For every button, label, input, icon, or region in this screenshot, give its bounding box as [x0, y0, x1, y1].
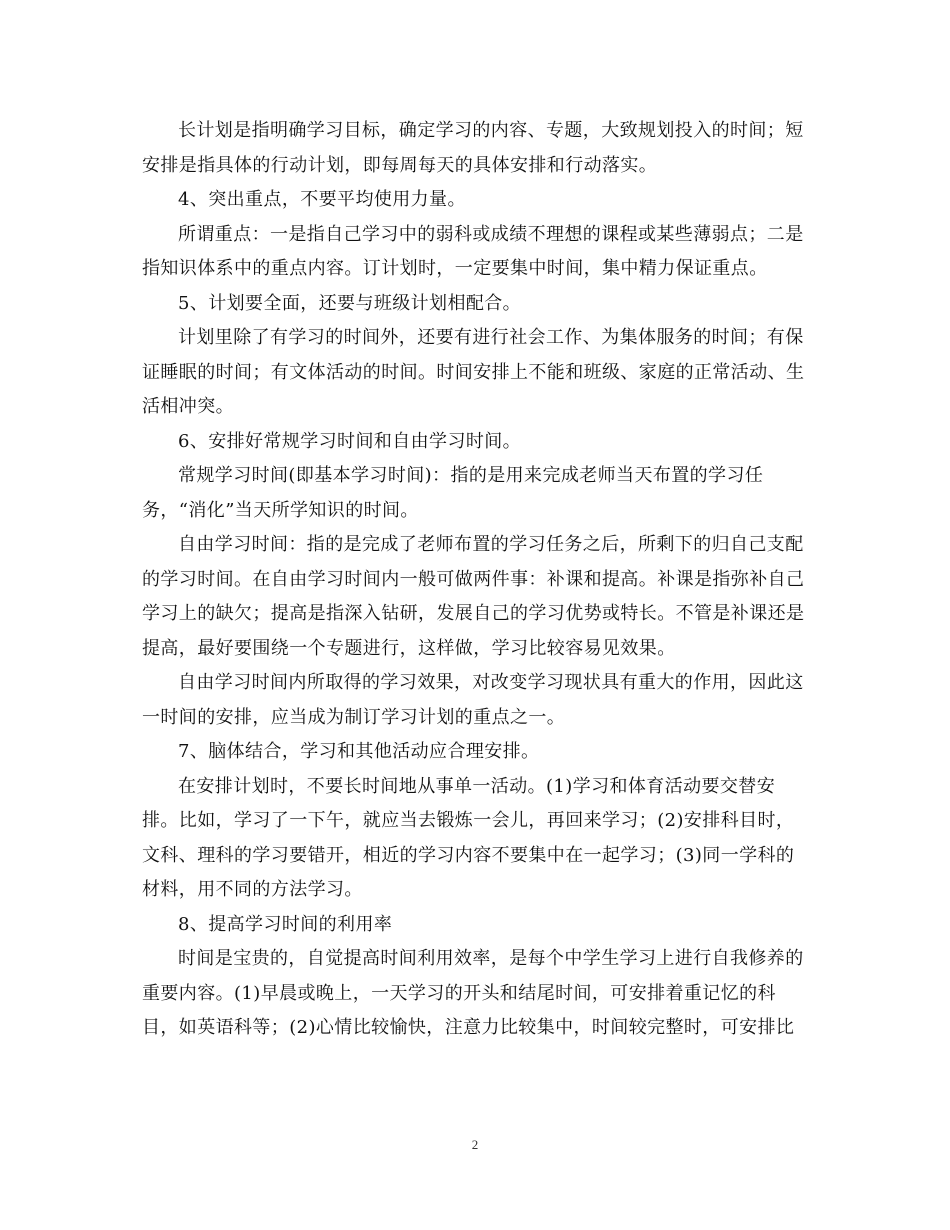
- text-line: 自由学习时间内所取得的学习效果，对改变学习现状具有重大的作用，因此这: [178, 672, 804, 693]
- text-line: 7、脑体结合，学习和其他活动应合理安排。: [178, 741, 540, 762]
- paragraph: [142, 321, 810, 425]
- text-line: 常规学习时间(即基本学习时间)：指的是用来完成老师当天布置的学习任: [178, 465, 764, 486]
- text-line: 所谓重点：一是指自己学习中的弱科或成绩不理想的课程或某些薄弱点；二是: [178, 223, 804, 245]
- text-line: 时间是宝贵的，自觉提高时间利用效率，是每个中学生学习上进行自我修养的: [178, 948, 804, 969]
- text-line: 目，如英语科等；(2)心情比较愉快，注意力比较集中，时间较完整时，可安排比: [142, 1017, 795, 1038]
- text-line: 的学习时间。在自由学习时间内一般可做两件事：补课和提高。补课是指弥补自己: [142, 568, 805, 590]
- text-line: 证睡眠的时间；有文体活动的时间。时间安排上不能和班级、家庭的正常活动、生: [142, 361, 805, 383]
- text-line: 文科、理科的学习要错开，相近的学习内容不要集中在一起学习；(3)同一学科的: [142, 844, 795, 866]
- text-line: 自由学习时间：指的是完成了老师布置的学习任务之后，所剩下的归自己支配: [178, 534, 804, 555]
- text-line: 材料，用不同的方法学习。: [142, 879, 363, 900]
- paragraph: [142, 942, 810, 1046]
- paragraph: [142, 425, 810, 460]
- paragraph: [142, 666, 810, 735]
- text-line: 一时间的安排，应当成为制订学习计划的重点之一。: [142, 706, 566, 728]
- paragraph: [142, 183, 810, 218]
- page-number: 2: [471, 1137, 479, 1152]
- text-line: 长计划是指明确学习目标，确定学习的内容、专题，大致规划投入的时间；短: [178, 120, 804, 141]
- paragraph: [142, 459, 810, 528]
- text-line: 活相冲突。: [142, 396, 234, 417]
- text-line: 6、安排好常规学习时间和自由学习时间。: [178, 430, 522, 452]
- text-line: 安排是指具体的行动计划，即每周每天的具体安排和行动落实。: [142, 154, 658, 176]
- text-line: 5、计划要全面，还要与班级计划相配合。: [178, 292, 522, 314]
- text-line: 8、提高学习时间的利用率: [178, 913, 393, 935]
- text-line: 计划里除了有学习的时间外，还要有进行社会工作、为集体服务的时间；有保: [178, 327, 804, 348]
- paragraph: [142, 114, 810, 183]
- document-body: [142, 114, 810, 1046]
- text-line: 重要内容。(1)早晨或晚上，一天学习的开头和结尾时间，可安排着重记忆的科: [142, 982, 776, 1004]
- paragraph: [142, 770, 810, 908]
- text-line: 在安排计划时，不要长时间地从事单一活动。(1)学习和体育活动要交替安: [178, 775, 776, 797]
- text-line: 提高，最好要围绕一个专题进行，这样做，学习比较容易见效果。: [142, 637, 676, 659]
- text-line: 4、突出重点，不要平均使用力量。: [178, 189, 466, 210]
- text-line: 学习上的缺欠；提高是指深入钻研，发展自己的学习优势或特长。不管是补课还是: [142, 603, 805, 624]
- paragraph: [142, 908, 810, 943]
- paragraph: [142, 735, 810, 770]
- text-line: 排。比如，学习了一下午，就应当去锻炼一会儿，再回来学习；(2)安排科目时，: [142, 810, 795, 831]
- paragraph: [142, 528, 810, 666]
- text-line: 指知识体系中的重点内容。订计划时，一定要集中时间，集中精力保证重点。: [142, 258, 768, 279]
- paragraph: [142, 218, 810, 287]
- paragraph: [142, 287, 810, 322]
- text-line: 务，“消化”当天所学知识的时间。: [142, 499, 419, 521]
